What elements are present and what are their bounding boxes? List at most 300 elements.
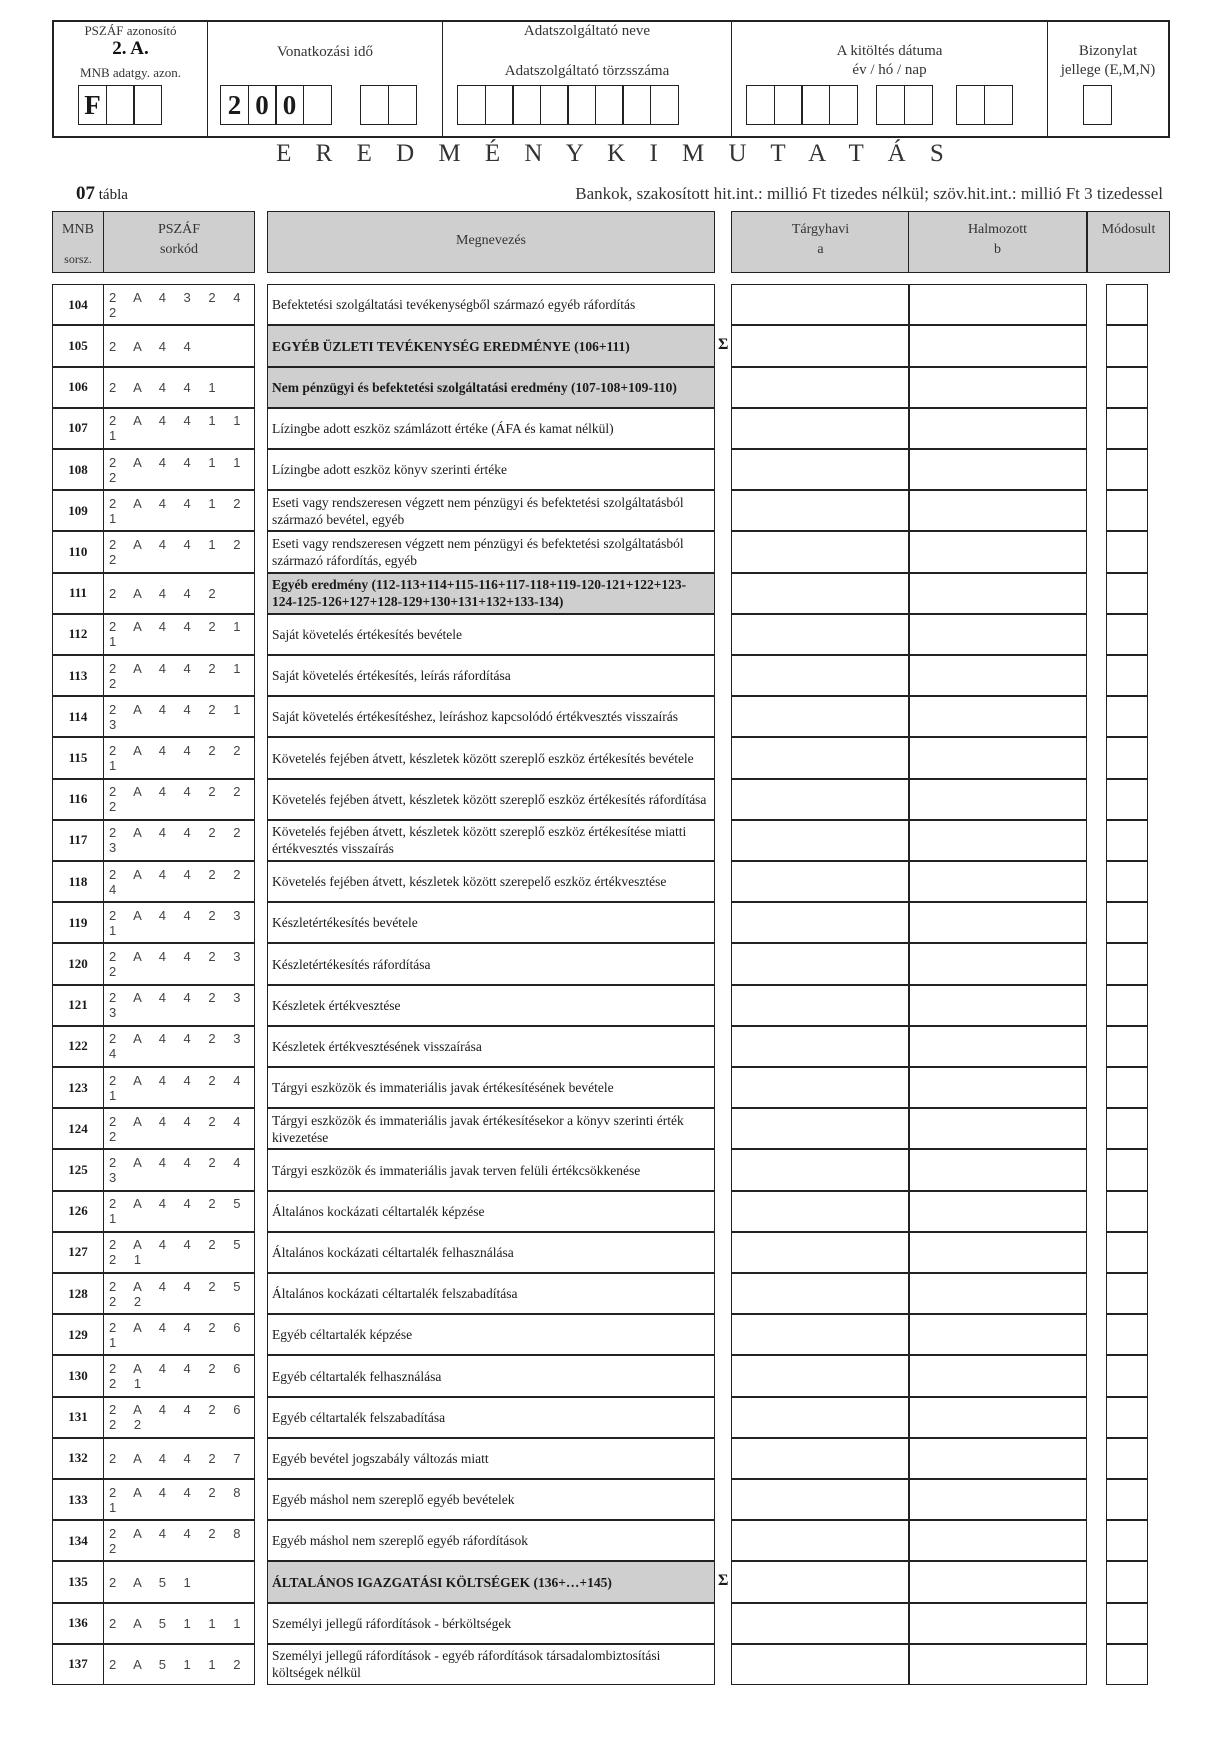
value-b-cell[interactable] [908,614,1087,655]
period-label: Vonatkozási idő [277,44,373,60]
table-row [0,985,1229,1026]
doc-type-label: Bizonylat [1078,43,1138,59]
row-code: 2 A 4 4 1 1 2 [103,449,255,490]
modified-cell[interactable] [1106,1314,1148,1355]
modified-cell[interactable] [1106,1067,1148,1108]
col-header-a-label: Tárgyhavi [791,222,850,237]
modified-cell[interactable] [1106,1644,1148,1685]
table-row [0,1397,1229,1438]
row-description: Egyéb eredmény (112-113+114+115-116+117-118+119-120-121+122+123-124-125-126+127+128-129+130+131+132+133-134) [267,573,715,614]
provider-id-box[interactable] [457,85,486,125]
table-row [0,1439,1229,1480]
row-number: 117 [52,820,104,861]
value-b-cell[interactable] [908,1603,1087,1644]
col-header-name-label: Megnevezés [456,233,526,248]
row-code: 2 A 4 4 2 5 2 1 [103,1232,255,1273]
row-number: 112 [52,614,104,655]
value-a-cell[interactable] [731,1479,910,1520]
row-code: 2 A 4 4 2 8 1 [103,1479,255,1520]
value-a-cell[interactable] [731,490,910,531]
value-b-cell[interactable] [908,449,1087,490]
row-code: 2 A 4 4 2 4 2 [103,1108,255,1149]
value-b-cell[interactable] [908,1232,1087,1273]
value-a-cell[interactable] [731,737,910,778]
period-section [208,22,443,136]
row-number: 133 [52,1479,104,1520]
modified-cell[interactable] [1106,861,1148,902]
value-b-cell[interactable] [908,490,1087,531]
units-note: Bankok, szakosított hit.int.: millió Ft tizedes nélkül; szöv.hit.int.: millió Ft 3 tizedessel [575,184,1163,203]
table-row [0,1480,1229,1521]
doc-type-sub-label: jellege (E,M,N) [1060,62,1156,78]
row-number: 105 [52,325,104,366]
value-a-cell[interactable] [731,531,910,572]
modified-cell[interactable] [1106,1397,1148,1438]
row-description: Tárgyi eszközök és immateriális javak értékesítésekor a könyv szerinti érték kivezetése [267,1108,715,1149]
col-header-code-sub: sorkód [159,242,199,257]
period-month-box[interactable] [388,85,417,125]
row-number: 129 [52,1314,104,1355]
table-row [0,738,1229,779]
table-row [0,1521,1229,1562]
modified-cell[interactable] [1106,284,1148,325]
row-code: 2 A 4 4 1 [103,367,255,408]
row-code: 2 A 4 4 2 1 2 [103,655,255,696]
modified-cell[interactable] [1106,408,1148,449]
mnb-id-box[interactable]: F [78,85,107,125]
value-b-cell[interactable] [908,1397,1087,1438]
value-b-cell[interactable] [908,573,1087,614]
row-code: 2 A 4 4 2 2 2 [103,779,255,820]
period-boxes-month [360,85,415,125]
value-b-cell[interactable] [908,943,1087,984]
value-b-cell[interactable] [908,779,1087,820]
value-a-cell[interactable] [731,985,910,1026]
row-number: 108 [52,449,104,490]
row-description: Egyéb bevétel jogszabály változás miatt [267,1438,715,1479]
value-a-cell[interactable] [731,1314,910,1355]
modified-cell[interactable] [1106,1355,1148,1396]
row-code: 2 A 4 4 2 2 3 [103,820,255,861]
row-number: 128 [52,1273,104,1314]
mnb-id-box[interactable] [133,85,162,125]
date-label: A kitöltés dátuma [836,43,943,59]
value-a-cell[interactable] [731,820,910,861]
value-a-cell[interactable] [731,573,910,614]
row-number: 107 [52,408,104,449]
provider-id-boxes [457,85,677,125]
row-number: 132 [52,1438,104,1479]
row-description: Készletek értékvesztése [267,985,715,1026]
row-number: 106 [52,367,104,408]
doc-type-box[interactable] [1083,85,1112,125]
row-description: Általános kockázati céltartalék felszabadítása [267,1273,715,1314]
value-b-cell[interactable] [908,737,1087,778]
table-row [0,1027,1229,1068]
row-code: 2 A 4 4 2 4 3 [103,1149,255,1190]
date-day-boxes [956,85,1011,125]
row-number: 131 [52,1397,104,1438]
row-number: 124 [52,1108,104,1149]
date-month-boxes [876,85,931,125]
table-number-value: 07 [76,183,95,204]
modified-cell[interactable] [1106,985,1148,1026]
modified-cell[interactable] [1106,1232,1148,1273]
row-description: Általános kockázati céltartalék felhasználása [267,1232,715,1273]
row-number: 134 [52,1520,104,1561]
table-row [0,573,1229,614]
col-header-b-label: Halmozott [967,222,1028,237]
provider-id-box[interactable] [485,85,514,125]
value-b-cell[interactable] [908,861,1087,902]
date-section [732,22,1048,136]
pszaf-label: PSZÁF azonosító [84,23,177,38]
value-b-cell[interactable] [908,1273,1087,1314]
value-b-cell[interactable] [908,1191,1087,1232]
mnb-label: MNB adatgy. azon. [80,65,181,80]
row-code: 2 A 4 4 2 4 1 [103,1067,255,1108]
modified-cell[interactable] [1106,737,1148,778]
row-number: 114 [52,696,104,737]
row-description: Lízingbe adott eszköz számlázott értéke (ÁFA és kamat nélkül) [267,408,715,449]
col-header-nr-sub: sorsz. [64,252,92,266]
value-a-cell[interactable] [731,902,910,943]
doc-type-box [1083,85,1111,125]
row-number: 110 [52,531,104,572]
value-b-cell[interactable] [908,1520,1087,1561]
table-row [0,779,1229,820]
col-header-code-label: PSZÁF [157,222,201,237]
modified-cell[interactable] [1106,902,1148,943]
row-code: 2 A 4 4 2 6 2 2 [103,1397,255,1438]
value-a-cell[interactable] [731,1149,910,1190]
value-b-cell[interactable] [908,367,1087,408]
modified-cell[interactable] [1106,325,1148,366]
period-box[interactable]: 0 [275,85,304,125]
sigma-mark: Σ [718,1571,729,1589]
form-header [52,20,1170,138]
row-number: 135 [52,1561,104,1602]
row-code: 2 A 4 4 2 7 [103,1438,255,1479]
row-description: Követelés fejében átvett, készletek között szereplő eszköz értékesítés ráfordítása [267,779,715,820]
row-number: 130 [52,1355,104,1396]
value-a-cell[interactable] [731,614,910,655]
provider-name-label: Adatszolgáltató neve [523,23,651,39]
modified-cell[interactable] [1106,531,1148,572]
row-description: Készletértékesítés bevétele [267,902,715,943]
col-header-code [103,211,255,273]
row-description: Saját követelés értékesítéshez, leíráshoz kapcsolódó értékvesztés visszaírás [267,696,715,737]
row-description: Egyéb céltartalék felszabadítása [267,1397,715,1438]
value-b-cell[interactable] [908,1355,1087,1396]
modified-cell[interactable] [1106,779,1148,820]
row-code: 2 A 4 4 1 2 1 [103,490,255,531]
table-row [0,491,1229,532]
table-number [76,183,128,205]
table-row [0,1150,1229,1191]
modified-cell[interactable] [1106,1479,1148,1520]
table-row [0,944,1229,985]
table-row [0,656,1229,697]
value-b-cell[interactable] [908,1479,1087,1520]
row-code: 2 A 4 3 2 4 2 [103,284,255,325]
row-number: 118 [52,861,104,902]
value-a-cell[interactable] [731,1644,910,1685]
modified-cell[interactable] [1106,614,1148,655]
row-number: 123 [52,1067,104,1108]
value-b-cell[interactable] [908,820,1087,861]
modified-cell[interactable] [1106,1149,1148,1190]
modified-cell[interactable] [1106,1191,1148,1232]
value-b-cell[interactable] [908,1108,1087,1149]
value-a-cell[interactable] [731,943,910,984]
period-boxes [220,85,330,125]
value-b-cell[interactable] [908,531,1087,572]
row-code: 2 A 4 4 2 3 2 [103,943,255,984]
row-description: Befektetési szolgáltatási tevékenységből származó egyéb ráfordítás [267,284,715,325]
modified-cell[interactable] [1106,1561,1148,1602]
value-b-cell[interactable] [908,1067,1087,1108]
modified-cell[interactable] [1106,449,1148,490]
table-row [0,532,1229,573]
provider-id-box[interactable] [512,85,541,125]
modified-cell[interactable] [1106,820,1148,861]
col-header-m [1087,211,1170,273]
sigma-mark: Σ [718,335,729,353]
table-row [0,903,1229,944]
row-description: Lízingbe adott eszköz könyv szerinti értéke [267,449,715,490]
row-description: Saját követelés értékesítés, leírás ráfordítása [267,655,715,696]
value-a-cell[interactable] [731,696,910,737]
value-b-cell[interactable] [908,325,1087,366]
value-b-cell[interactable] [908,284,1087,325]
table-row [0,1191,1229,1232]
value-a-cell[interactable] [731,1026,910,1067]
date-month-box[interactable] [876,85,905,125]
table-row [0,1068,1229,1109]
row-number: 115 [52,737,104,778]
period-month-box[interactable] [360,85,389,125]
row-number: 104 [52,284,104,325]
col-header-m-label: Módosult [1101,222,1156,237]
col-header-nr [52,211,104,273]
value-b-cell[interactable] [908,1561,1087,1602]
row-code: 2 A 5 1 1 2 [103,1644,255,1685]
value-b-cell[interactable] [908,696,1087,737]
col-header-a [731,211,910,273]
table-row [0,697,1229,738]
table-row [0,1645,1229,1686]
row-number: 127 [52,1232,104,1273]
table-row [0,1274,1229,1315]
row-description: Tárgyi eszközök és immateriális javak értékesítésének bevétele [267,1067,715,1108]
row-code: 2 A 5 1 1 1 [103,1603,255,1644]
row-description: ÁLTALÁNOS IGAZGATÁSI KÖLTSÉGEK (136+…+145) [267,1561,715,1602]
table-row [0,409,1229,450]
row-code: 2 A 4 4 2 1 1 [103,614,255,655]
date-year-box[interactable] [746,85,775,125]
row-description: Egyéb céltartalék felhasználása [267,1355,715,1396]
value-a-cell[interactable] [731,1191,910,1232]
date-year-box[interactable] [774,85,803,125]
row-description: EGYÉB ÜZLETI TEVÉKENYSÉG EREDMÉNYE (106+111) [267,325,715,366]
pszaf-id-section [54,22,208,136]
row-description: Saját követelés értékesítés bevétele [267,614,715,655]
table-row [0,1315,1229,1356]
col-header-name [267,211,715,273]
period-box[interactable]: 0 [248,85,277,125]
value-b-cell[interactable] [908,1314,1087,1355]
pszaf-code: 2. A. [112,38,149,59]
value-a-cell[interactable] [731,1273,910,1314]
row-description: Követelés fejében átvett, készletek között szereplő eszköz értékesítése miatti értékvesztés visszaírás [267,820,715,861]
value-a-cell[interactable] [731,1397,910,1438]
value-a-cell[interactable] [731,1108,910,1149]
table-row [0,1356,1229,1397]
provider-id-box[interactable] [595,85,624,125]
col-header-a-sub: a [817,242,824,257]
value-a-cell[interactable] [731,861,910,902]
table-row [0,1233,1229,1274]
row-description: Egyéb máshol nem szereplő egyéb ráfordítások [267,1520,715,1561]
modified-cell[interactable] [1106,367,1148,408]
value-a-cell[interactable] [731,284,910,325]
value-b-cell[interactable] [908,655,1087,696]
row-description: Nem pénzügyi és befektetési szolgáltatási eredmény (107-108+109-110) [267,367,715,408]
value-a-cell[interactable] [731,655,910,696]
modified-cell[interactable] [1106,1603,1148,1644]
value-b-cell[interactable] [908,1026,1087,1067]
row-description: Egyéb céltartalék képzése [267,1314,715,1355]
modified-cell[interactable] [1106,1273,1148,1314]
table-row [0,367,1229,408]
value-a-cell[interactable] [731,1232,910,1273]
modified-cell[interactable] [1106,943,1148,984]
row-number: 126 [52,1191,104,1232]
row-description: Készletek értékvesztésének visszaírása [267,1026,715,1067]
row-number: 109 [52,490,104,531]
row-description: Személyi jellegű ráfordítások - bérköltségek [267,1603,715,1644]
table-row [0,862,1229,903]
date-month-box[interactable] [904,85,933,125]
value-b-cell[interactable] [908,1438,1087,1479]
row-code: 2 A 4 4 2 5 1 [103,1191,255,1232]
row-code: 2 A 4 4 2 1 3 [103,696,255,737]
period-box[interactable]: 2 [220,85,249,125]
table-row [0,1109,1229,1150]
table-word: tábla [98,187,128,203]
row-description: Személyi jellegű ráfordítások - egyéb ráfordítások társadalombiztosítási költségek nélkül [267,1644,715,1685]
provider-id-box[interactable] [567,85,596,125]
row-code: 2 A 4 4 [103,325,255,366]
row-code: 2 A 4 4 1 2 2 [103,531,255,572]
modified-cell[interactable] [1106,1026,1148,1067]
value-a-cell[interactable] [731,325,910,366]
value-a-cell[interactable] [731,449,910,490]
value-a-cell[interactable] [731,1438,910,1479]
row-number: 119 [52,902,104,943]
provider-section [443,22,732,136]
provider-id-box[interactable] [650,85,679,125]
value-a-cell[interactable] [731,1603,910,1644]
row-description: Készletértékesítés ráfordítása [267,943,715,984]
table-row [0,450,1229,491]
row-number: 136 [52,1603,104,1644]
row-description: Egyéb máshol nem szereplő egyéb bevételek [267,1479,715,1520]
value-a-cell[interactable] [731,408,910,449]
date-sub-label: év / hó / nap [852,62,927,78]
row-code: 2 A 4 4 2 3 1 [103,902,255,943]
value-b-cell[interactable] [908,902,1087,943]
modified-cell[interactable] [1106,490,1148,531]
row-number: 113 [52,655,104,696]
modified-cell[interactable] [1106,655,1148,696]
row-number: 137 [52,1644,104,1685]
provider-id-box[interactable] [540,85,569,125]
row-number: 120 [52,943,104,984]
table-row [0,821,1229,862]
modified-cell[interactable] [1106,1438,1148,1479]
date-day-box[interactable] [984,85,1013,125]
row-description: Tárgyi eszközök és immateriális javak terven felüli értékcsökkenése [267,1149,715,1190]
row-code: 2 A 5 1 [103,1561,255,1602]
modified-cell[interactable] [1106,1108,1148,1149]
col-header-nr-label: MNB [62,222,94,237]
value-b-cell[interactable] [908,985,1087,1026]
row-code: 2 A 4 4 2 6 2 1 [103,1355,255,1396]
provider-id-box[interactable] [622,85,651,125]
value-b-cell[interactable] [908,1149,1087,1190]
row-code: 2 A 4 4 1 1 1 [103,408,255,449]
mnb-id-box[interactable] [106,85,135,125]
row-code: 2 A 4 4 2 [103,573,255,614]
table-row [0,615,1229,656]
page-title: E R E D M É N Y K I M U T A T Á S [276,140,953,167]
value-b-cell[interactable] [908,1644,1087,1685]
provider-id-label: Adatszolgáltató törzsszáma [504,63,670,79]
modified-cell[interactable] [1106,1520,1148,1561]
date-day-box[interactable] [956,85,985,125]
row-code: 2 A 4 4 2 2 1 [103,737,255,778]
row-number: 116 [52,779,104,820]
col-header-b-sub: b [994,242,1001,257]
value-a-cell[interactable] [731,1067,910,1108]
row-code: 2 A 4 4 2 5 2 2 [103,1273,255,1314]
value-b-cell[interactable] [908,408,1087,449]
value-a-cell[interactable] [731,367,910,408]
doc-type-section [1048,22,1168,136]
date-year-box[interactable] [829,85,858,125]
row-code: 2 A 4 4 2 2 4 [103,861,255,902]
table-row [0,1562,1229,1603]
row-code: 2 A 4 4 2 3 4 [103,1026,255,1067]
row-description: Követelés fejében átvett, készletek között szereplő eszköz értékesítés bevétele [267,737,715,778]
date-year-box[interactable] [801,85,830,125]
row-description: Eseti vagy rendszeresen végzett nem pénzügyi és befektetési szolgáltatásból származó ráfordítás, egyéb [267,531,715,572]
row-number: 121 [52,985,104,1026]
row-code: 2 A 4 4 2 8 2 [103,1520,255,1561]
value-a-cell[interactable] [731,779,910,820]
row-number: 122 [52,1026,104,1067]
modified-cell[interactable] [1106,696,1148,737]
table-row [0,1603,1229,1644]
modified-cell[interactable] [1106,573,1148,614]
row-number: 125 [52,1149,104,1190]
period-box[interactable] [303,85,332,125]
value-a-cell[interactable] [731,1520,910,1561]
value-a-cell[interactable] [731,1355,910,1396]
value-a-cell[interactable] [731,1561,910,1602]
